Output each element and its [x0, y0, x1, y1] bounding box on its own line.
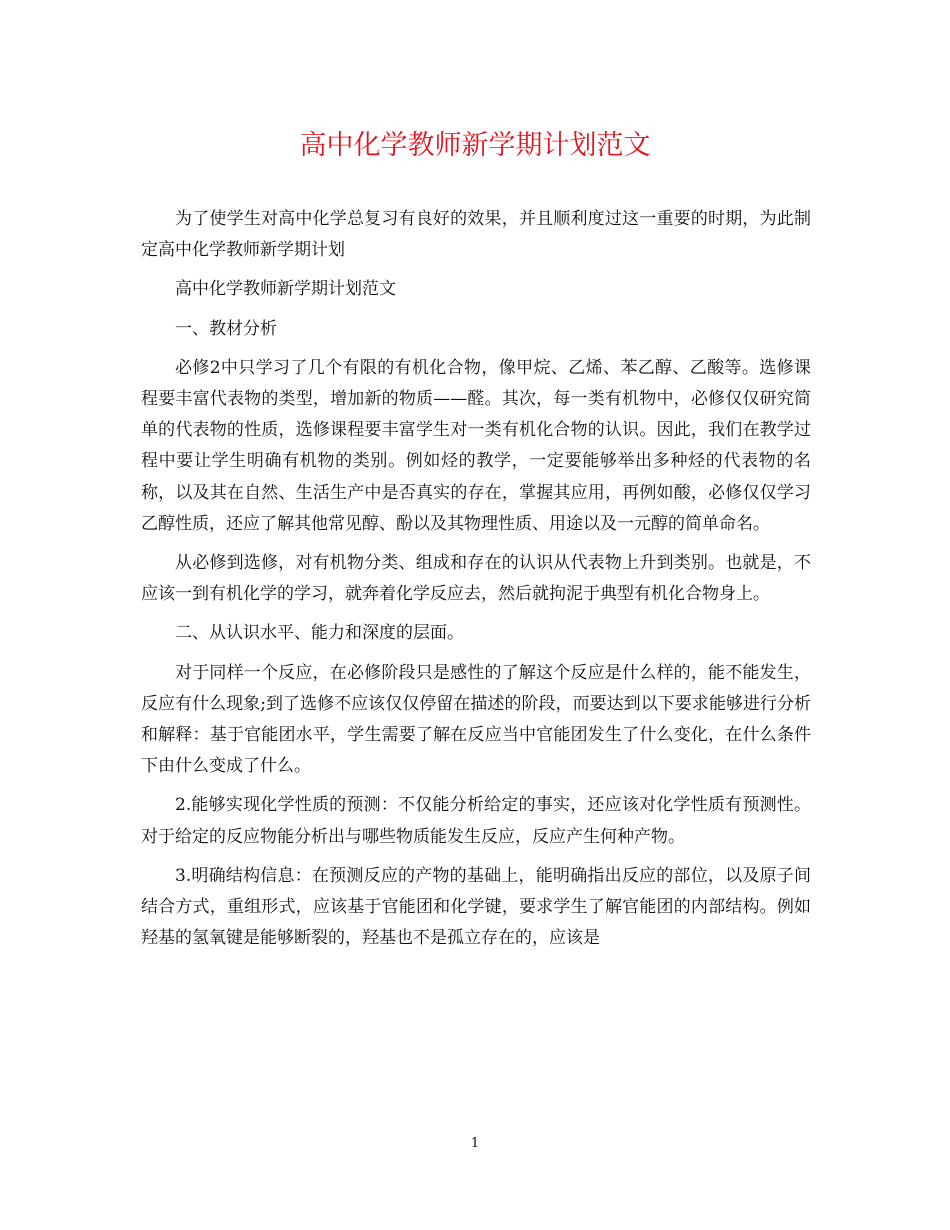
paragraph-property-prediction: 2.能够实现化学性质的预测：不仅能分析给定的事实，还应该对化学性质有预测性。对于给定的反应物能分析出与哪些物质能发生反应，反应产生何种产物。 [141, 795, 811, 847]
document-title: 高中化学教师新学期计划范文 [299, 130, 651, 161]
paragraph-structure-info: 3.明确结构信息：在预测反应的产物的基础上，能明确指出反应的部位，以及原子间结合方式，重组形式，应该基于官能团和化学键，要求学生了解官能团的内部结构。例如羟基的氢氧键是能够断裂的，羟基也不是孤立存在的，应该是 [141, 865, 811, 949]
document-body [141, 204, 811, 962]
paragraph-same-reaction: 对于同样一个反应，在必修阶段只是感性的了解这个反应是什么样的，能不能发生，反应有什么现象;到了选修不应该仅仅停留在描述的阶段，而要达到以下要求能够进行分析和解释：基于官能团水平，学生需要了解在反应当中官能团发生了什么变化，在什么条件下由什么变成了什么。 [141, 662, 811, 777]
paragraph-compulsory-to-elective: 从必修到选修，对有机物分类、组成和存在的认识从代表物上升到类别。也就是，不应该一到有机化学的学习，就奔着化学反应去，然后就拘泥于典型有机化合物身上。 [141, 553, 811, 605]
paragraph-subtitle: 高中化学教师新学期计划范文 [175, 279, 396, 300]
section-heading-cognitive-level: 二、从认识水平、能力和深度的层面。 [175, 623, 464, 644]
section-heading-textbook-analysis: 一、教材分析 [175, 318, 277, 339]
paragraph-textbook-analysis: 必修2中只学习了几个有限的有机化合物，像甲烷、乙烯、苯乙醇、乙酸等。选修课程要丰富代表物的类型，增加新的物质——醛。其次，每一类有机物中，必修仅仅研究简单的代表物的性质，选修课程要丰富学生对一类有机化合物的认识。因此，我们在教学过程中要让学生明确有机物的类别。例如烃的教学，一定要能够举出多种烃的代表物的名称，以及其在自然、生活生产中是否真实的存在，掌握其应用，再例如酸，必修仅仅学习乙醇性质，还应了解其他常见醇、酚以及其物理性质、用途以及一元醇的简单命名。 [141, 357, 811, 534]
paragraph-intro: 为了使学生对高中化学总复习有良好的效果，并且顺利度过这一重要的时期，为此制定高中化学教师新学期计划 [141, 209, 811, 261]
page-number: 1 [470, 1136, 480, 1151]
